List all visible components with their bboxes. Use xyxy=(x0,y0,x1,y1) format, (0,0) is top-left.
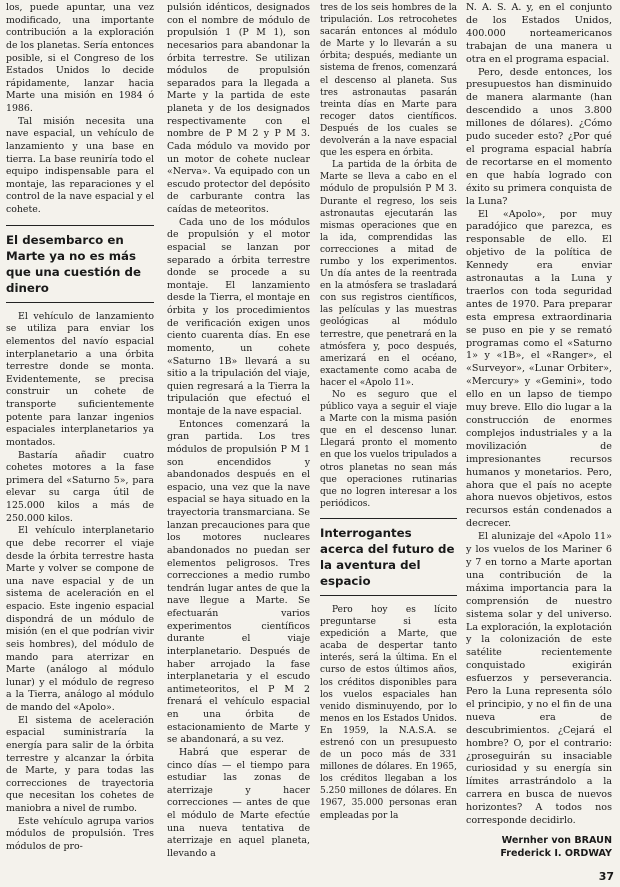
paragraph: N. A. S. A. y, en el conjunto de los Estados Unidos, 400.000 norteamericanos trabajan de una manera u otra en el programa espacial. xyxy=(466,2,612,65)
section-heading-future: Interrogantes acerca del futuro de la aventura del espacio xyxy=(320,518,457,596)
paragraph: El «Apolo», por muy paradójico que parezca, es responsable de ello. El objetivo de la política de Kennedy era enviar astronautas a la Luna y traerlos con toda seguridad antes de 1970. Para preparar esta empresa extraordinaria se puso en pie y se remató programas como el «Saturno 1» y «1B», el «Ranger», el «Surveyor», «Lunar Orbiter», «Mercury» y «Gemini», todo ello en un lapso de tiempo muy breve. Ello dio lugar a la construcción de enormes complejos industriales y a la movilización de impresionantes recursos humanos y monetarios. Pero, ahora que el país no acepte ahora nuevos objetivos, estos recursos están condenados a decrecer. xyxy=(466,208,612,530)
article-column-3 xyxy=(320,2,457,822)
paragraph: El sistema de aceleración espacial suministraría la energía para salir de la órbita terrestre y alcanzar la órbita de Marte, y para todas las correcciones de trayectoria que necesitan los cohetes de maniobra a nivel de rumbo. xyxy=(6,714,154,814)
section-heading-landing: El desembarco en Marte ya no es más que una cuestión de dinero xyxy=(6,225,154,303)
paragraph: Habrá que esperar de cinco días — el tiempo para estudiar las zonas de aterrizaje y hacer correcciones — antes de que el módulo de Marte efectúe una nueva tentativa de aterrizaje en aquel planeta, llevando a xyxy=(167,746,310,859)
paragraph: Pero hoy es lícito preguntarse si esta expedición a Marte, que acaba de despertar tanto interés, será la última. En el curso de estos últimos años, los créditos disponibles para los vuelos espaciales han venido disminuyendo, por lo menos en los Estados Unidos. En 1959, la N.A.S.A. se estrenó con un presupuesto de un poco más de 331 millones de dólares. En 1965, los créditos llegaban a los 5.250 millones de dólares. En 1967, 35.000 personas eran empleadas por la xyxy=(320,604,457,821)
author-name: Frederick I. ORDWAY xyxy=(500,848,612,859)
paragraph: Tal misión necesita una nave espacial, un vehículo de lanzamiento y una base en tierra. La base reuniría todo el equipo indispensable para el montaje, las reparaciones y el control de la nave espacial y el cohete. xyxy=(6,115,154,215)
page-number: 37 xyxy=(598,870,614,883)
paragraph: pulsión idénticos, designados con el nombre de módulo de propulsión 1 (P M 1), son necesarios para abandonar la órbita terrestre. Se utilizan módulos de propulsión separados para la llegada a Marte y la partida de este planeta y de los designados respectivamente con el nombre de P M 2 y P M 3. Cada módulo va movido por un motor de cohete nuclear «Nerva». Va equipado con un escudo protector del depósito de carburante contra las caídas de meteoritos. xyxy=(167,2,310,215)
paragraph: El alunizaje del «Apolo 11» y los vuelos de los Mariner 6 y 7 en torno a Marte aportan una contribución de la máxima importancia para la comprensión de nuestro sistema solar y del universo. La exploración, la explotación y la colonización de este satélite recientemente conquistado exigirán esfuerzos y perseverancia. Pero la Luna representa sólo el principio, y no el fin de una nueva era de descubrimientos. ¿Cejará el hombre? O, por el contrario: ¿proseguirán su insaciable curiosidad y su energía sin límites arrastrándolo a la carrera en busca de nuevos horizontes? A todos nos corresponde decidirlo. xyxy=(466,531,612,827)
paragraph: La partida de la órbita de Marte se lleva a cabo en el módulo de propulsión P M 3. Durante el regreso, los seis astronautas ejecutarán las mismas operaciones que en la ida, comprendidas las correcciones a mitad de rumbo y los experimentos. Un día antes de la reentrada en la atmósfera se trasladará con sus registros científicos, las películas y las muestras geológicas al módulo terrestre, que penetrará en la atmósfera y, poco después, amerizará en el océano, exactamente como acaba de hacer el «Apolo 11». xyxy=(320,160,457,388)
author-signature xyxy=(466,834,612,860)
author-name: Wernher von BRAUN xyxy=(501,835,612,846)
paragraph: Entonces comenzará la gran partida. Los tres módulos de propulsión P M 1 son encendidos y abandonados después en el espacio, una vez que la nave espacial se haya situado en la trayectoria transmarciana. Se lanzan precauciones para que los motores nucleares abandonados no puedan ser elementos peligrosos. Tres correcciones a medio rumbo tendrán lugar antes de que la nave llegue a Marte. Se efectuarán varios experimentos científicos durante el viaje interplanetario. Después de haber arrojado la fase interplanetaria y el escudo antimeteoritos, el P M 2 frenará el vehículo espacial en una órbita de estacionamiento de Marte y se abandonará, a su vez. xyxy=(167,418,310,746)
paragraph: El vehículo interplanetario que debe recorrer el viaje desde la órbita terrestre hasta Marte y volver se compone de una nave espacial y de un sistema de aceleración en el espacio. Este ingenio espacial dispondrá de un módulo de misión (en el que podrían vivir seis hombres), del módulo de mando para aterrizar en Marte (análogo al módulo lunar) y el módulo de regreso a la Tierra, análogo al módulo de mando del «Apolo». xyxy=(6,525,154,713)
paragraph: Bastaría añadir cuatro cohetes motores a la fase primera del «Saturno 5», para elevar su carga útil de 125.000 kilos a más de 250.000 kilos. xyxy=(6,449,154,524)
article-column-2 xyxy=(167,2,310,861)
paragraph: tres de los seis hombres de la tripulación. Los retrocohetes sacarán entonces al módulo de Marte y lo llevarán a su órbita; después, mediante un sistema de frenos, comenzará el descenso al planeta. Sus tres astronautas pasarán treinta días en Marte para recoger datos científicos. Después de los cuales se devolverán a la nave espacial que les espera en órbita. xyxy=(320,3,457,159)
article-column-4 xyxy=(466,2,612,860)
paragraph: Pero, desde entonces, los presupuestos han disminuido de manera alarmante (han descendido a unos 3.800 millones de dólares). ¿Cómo pudo suceder esto? ¿Por qué el programa espacial habría de recortarse en el momento en que había logrado con éxito su primera conquista de la Luna? xyxy=(466,66,612,207)
paragraph: No es seguro que el público vaya a seguir el viaje a Marte con la misma pasión que en el descenso lunar. Llegará pronto el momento en que los vuelos tripulados a otros planetas no sean más que operaciones rutinarias que no logren interesar a los periódicos. xyxy=(320,390,457,509)
paragraph: Cada uno de los módulos de propulsión y el motor espacial se lanzan por separado a órbita terrestre donde se procede a su montaje. El lanzamiento desde la Tierra, el montaje en órbita y los procedimientos de verificación exigen unos ciento cuarenta días. En ese momento, un cohete «Saturno 1B» llevará a su sitio a la tripulación del viaje, quien regresará a la Tierra la tripulación que efectuó el montaje de la nave espacial. xyxy=(167,216,310,417)
article-column-1 xyxy=(6,2,154,854)
paragraph: El vehículo de lanzamiento se utiliza para enviar los elementos del navío espacial interplanetario a una órbita terrestre donde se monta. Evidentemente, se precisa construir un cohete de transporte suficientemente potente para lanzar ingenios espaciales interplanetarios ya montados. xyxy=(6,310,154,448)
paragraph: Este vehículo agrupa varios módulos de propulsión. Tres módulos de pro- xyxy=(6,815,154,852)
paragraph: los, puede apuntar, una vez modificado, una importante contribución a la exploración de los planetas. Sería entonces posible, si el Congreso de los Estados Unidos lo decide rápidamente, lanzar hacia Marte una misión en 1984 ó 1986. xyxy=(6,2,154,114)
